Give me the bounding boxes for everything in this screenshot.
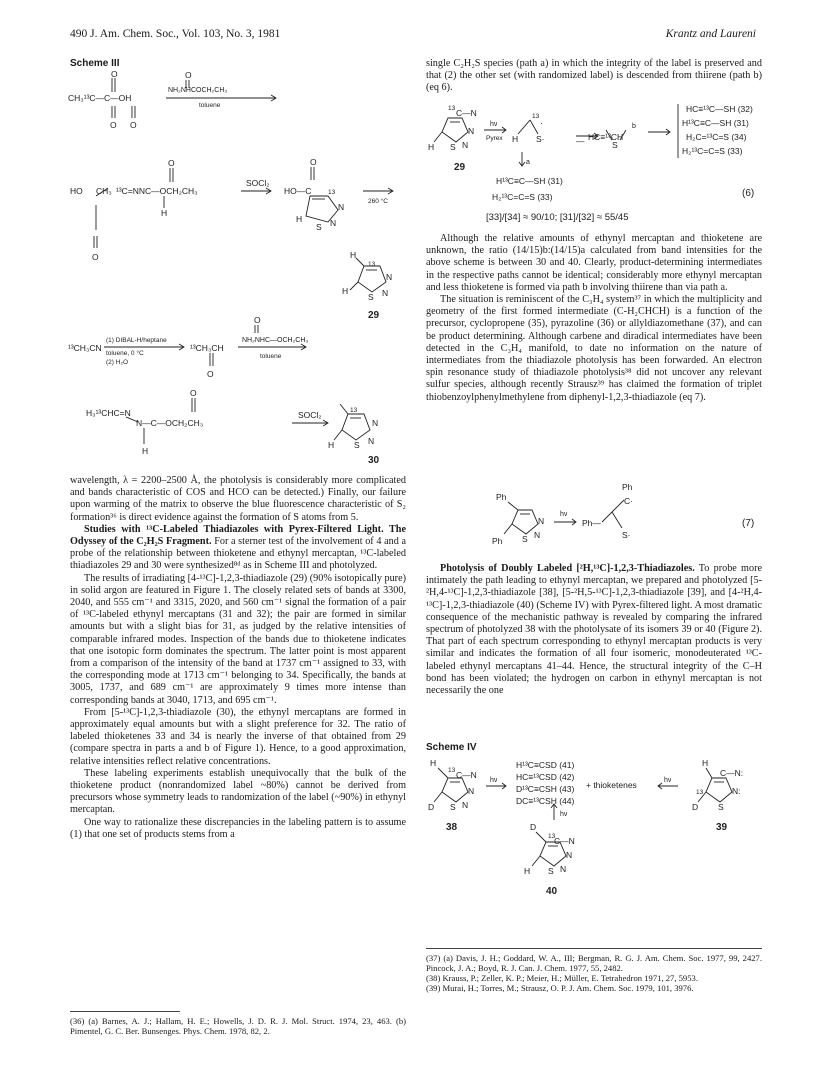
svg-text:C—N: C—N	[456, 108, 477, 118]
svg-text:S: S	[522, 534, 528, 544]
footnote-rule-right	[426, 948, 762, 949]
svg-text:13: 13	[696, 789, 704, 796]
eq6-hv: hν	[490, 121, 498, 128]
svg-text:13: 13	[448, 767, 456, 774]
svg-text:H: H	[430, 758, 437, 768]
eq6-product-31: H¹³C≡C—SH (31)	[682, 118, 749, 128]
scheme-iii-start2: ¹³CH₃CN	[68, 343, 102, 353]
svg-text:·: ·	[540, 118, 543, 128]
eq6-product-32: HC≡¹³C—SH (32)	[686, 104, 753, 114]
svg-text:C—N: C—N	[456, 770, 477, 780]
svg-text:H: H	[328, 440, 335, 450]
right-para-1: single C₂H₂S species (path a) in which the integrity of the label is preserved and that (2) the other set (with randomized label) is descended from thiirene (path b) (eq 6).	[426, 58, 762, 94]
scheme-iii-reagent2: NH₂NHC—OCH₂CH₃	[242, 337, 309, 344]
footnote-37: (37) (a) Davis, J. H.; Goddard, W. A., III; Bergman, R. G. J. Am. Chem. Soc. 1977, 99, 2427. Pincock, J. A.; Boyd, R. J. Can. J. Chem. 1977, 55, 2482.	[426, 953, 762, 973]
svg-text:C—N:: C—N:	[720, 768, 744, 778]
svg-text:O: O	[111, 70, 118, 79]
eq6-ratio: [33]/[34] ≈ 90/10; [31]/[32] ≈ 55/45	[486, 212, 629, 223]
eq7-number: (7)	[742, 518, 755, 529]
footnote-rule-left	[70, 1011, 180, 1012]
right-column-text-b	[426, 563, 762, 697]
scheme-iii-solvent1: toluene	[199, 102, 221, 109]
svg-text:S: S	[450, 142, 456, 152]
eq6-bottom-31: H¹³C≡C—SH (31)	[496, 176, 563, 186]
equation-6	[426, 96, 762, 228]
svg-text:H: H	[428, 142, 435, 152]
svg-text:S·: S·	[622, 530, 631, 540]
scheme-iii-hydrazone2: N—C—OCH₂CH₃	[136, 418, 204, 428]
eq6-label-29: 29	[454, 162, 466, 173]
svg-text:H: H	[161, 208, 168, 218]
svg-text:Ph: Ph	[622, 482, 633, 492]
scheme-iv-title: Scheme IV	[426, 742, 477, 753]
scheme-iii-hydrazone: H₃¹³CHC=N	[86, 408, 131, 418]
scheme-iii-temp: 260 °C	[368, 198, 388, 205]
scheme-iv-product-44: DC≡¹³CSH (44)	[516, 796, 575, 806]
scheme-iii-label-30: 30	[368, 455, 380, 465]
svg-text:O: O	[185, 70, 192, 80]
scheme-iv-thioketenes: + thioketenes	[586, 780, 637, 790]
footnote-36: (36) (a) Barnes, A. J.; Hallam, H. E.; Howells, J. D. R. J. Mol. Struct. 1974, 23, 463. (b) Pimentel, G. C. Ber. Bunsenges. Phys. Chem. 1978, 82, 2.	[70, 1016, 406, 1036]
svg-text:13: 13	[548, 833, 556, 840]
svg-text:O: O	[310, 157, 317, 167]
svg-text:O: O	[130, 120, 137, 130]
eq7-hv: hν	[560, 511, 568, 518]
svg-text:13: 13	[368, 261, 376, 268]
svg-text:HO: HO	[70, 186, 83, 196]
scheme-iv-label-38: 38	[446, 822, 458, 833]
svg-text:S·: S·	[536, 134, 545, 144]
svg-text:N: N	[330, 218, 337, 228]
svg-text:13: 13	[448, 105, 456, 112]
scheme-iii-solvent2: toluene	[260, 353, 282, 360]
left-para-6: One way to rationalize these discrepancies in the labeling pattern is to assume (1) that one set of products stems from a	[70, 816, 406, 840]
scheme-iv-drawing	[426, 756, 762, 896]
svg-text:HO—C: HO—C	[284, 186, 312, 196]
scheme-iii-intermediate: ¹³CH₃CH	[190, 343, 224, 353]
left-para-1: wavelength, λ = 2200–2500 Å, the photolysis is considerably more complicated and bands characteristic of COS and HCO can be detected.) Finally, our failure upon warming of the matrix to observe the blue fluorescence characteristic of S₂ formation³⁶ is direct evidence against the formation of S atoms from 5.	[70, 475, 406, 523]
left-para-5: These labeling experiments establish unequivocally that the bulk of the thioketene product (nonrandomized label ~80%) cannot be derived from precursors whose symmetry leads to randomization of the label (~90%) in ethynyl mercaptan.	[70, 767, 406, 816]
scheme-iv-product-43: D¹³C≡CSH (43)	[516, 784, 575, 794]
svg-text:13: 13	[532, 113, 540, 120]
svg-text:Ph: Ph	[496, 492, 507, 502]
left-column-text	[70, 475, 406, 841]
svg-text:N: N	[386, 272, 393, 282]
svg-text:S: S	[450, 802, 456, 812]
svg-text:N: N	[538, 516, 545, 526]
svg-text:S: S	[316, 222, 322, 232]
footnote-39: (39) Murai, H.; Torres, M.; Strausz, O. P. J. Am. Chem. Soc. 1979, 101, 3976.	[426, 983, 694, 993]
equation-7	[426, 478, 762, 558]
svg-text:N: N	[368, 436, 375, 446]
svg-text:N: N	[468, 786, 475, 796]
svg-text:Ph: Ph	[492, 536, 503, 546]
svg-text:S: S	[548, 866, 554, 876]
svg-text:C—N: C—N	[554, 836, 575, 846]
right-para-4: To probe more intimately the path leading to ethynyl mercaptan, we prepared and photolyzed [5-²H,4-¹³C]-1,2,3-thiadiazole [38], [5-²H,5-¹³C]-1,2,3-thiadiazole [39], and [4-²H,4-¹³C]-1,2,3-thiadiazole (40) (Scheme IV) with Pyrex-filtered light. A most dramatic consequence of the mechanistic pathway is revealed by comparing the infrared spectrum of photolyzed 38 with the photolysate of its isomers 39 or 40 (Figure 2). That part of each spectrum corresponding to ethynyl mercaptan products is very similar and indicates the formation of all four isomeric, monodeuterated ¹³C-labeled ethynyl mercaptans 41–44. Hence, the structural integrity of the C–H bond has been violated; the hydrogen on carbon in ethynyl mercaptan is not necessarily the one	[426, 563, 762, 697]
scheme-iii-drawing	[66, 70, 406, 465]
scheme-iv-label-39: 39	[716, 822, 728, 833]
right-footnotes	[426, 953, 762, 993]
svg-text:13: 13	[350, 407, 358, 414]
left-para-4: From [5-¹³C]-1,2,3-thiadiazole (30), the ethynyl mercaptans are formed in approximately equal amounts but with a slight preference for 32. The ratio of labeled thioketenes 33 and 34 is nearly the inverse of that obtained from 29 (compare spectra in parts a and b of Figure 1). Hence, to a good approximation, relative intensities reflect relative concentrations.	[70, 706, 406, 767]
scheme-iv-hv-a: hν	[490, 777, 498, 784]
scheme-iii-title: Scheme III	[70, 58, 120, 69]
svg-text:O: O	[168, 158, 175, 168]
eq6-number: (6)	[742, 188, 755, 199]
footnote-38: (38) Krauss, P.; Zeller, K. P.; Meier, H.; Müller, E. Tetrahedron 1971, 27, 5953.	[426, 973, 698, 983]
eq6-mid: HC≡¹³CH	[588, 132, 624, 142]
svg-text:O: O	[207, 369, 214, 379]
svg-text:D: D	[692, 802, 699, 812]
svg-text:13: 13	[328, 189, 336, 196]
svg-text:N: N	[338, 202, 345, 212]
svg-text:H: H	[342, 286, 349, 296]
svg-text:¹³C=NNC—OCH₂CH₃: ¹³C=NNC—OCH₂CH₃	[116, 186, 198, 196]
left-para-2: For a sterner test of the involvement of 4 and a probe of the relationship between thioketene and ethynyl mercaptan, ¹³C-labeled thiadiazoles 29 and 30 were synthesized⁸ᵈ as in Scheme III and photolyzed.	[70, 536, 406, 572]
running-header-left: 490 J. Am. Chem. Soc., Vol. 103, No. 3, 1981	[70, 28, 281, 40]
svg-text:C·: C·	[624, 496, 633, 506]
left-para-3: The results of irradiating [4-¹³C]-1,2,3-thiadiazole (29) (90% isotopically pure) in solid argon are featured in Figure 1. The closely related sets of bands at 3300, 2040, and 555 cm⁻¹ and 3315, 2020, and 560 cm⁻¹ signal the formation of a pair of ¹³C-labeled ethynyl mercaptans (31 and 32); the pair are formed in similar amounts but with a slight bias for 31, as judged by the relative intensities of comparable infrared modes. Inspection of the bands due to thioketene indicates that one isotopic form dominates the spectrum. The latter point is most apparent from a comparison of the intensity of the band at 1737 cm⁻¹ assigned to 33, with the corresponding mode at 1713 cm⁻¹ belonging to 34. Specifically, the bands at 3005, 1737, and 689 cm⁻¹ are approximately 9 times more intense than corresponding bands at 3040, 1713, and 695 cm⁻¹.	[70, 572, 406, 706]
eq6-pyrex: Pyrex	[486, 135, 503, 142]
svg-text:hν: hν	[664, 777, 672, 784]
svg-text:N: N	[372, 418, 379, 428]
svg-text:H: H	[296, 214, 303, 224]
svg-text:H: H	[142, 446, 149, 456]
eq6-path-b: b	[632, 123, 636, 130]
svg-text:O: O	[92, 252, 99, 262]
right-para-3: The situation is reminiscent of the C₃H₄ system³⁷ in which the multiplicity and geometry of the first formed intermediate (C-H₂CHCH) is a function of the precursor, cyclopropene (35), pyrazoline (36) or allyldiazomethane (37), and can be product determining. Although carbene and diradical intermediates have been detected in the C₃H₄ manifold, to date no information on the nature of intermediates from the thiadiazole photolysis has been forwarded. An electron spin resonance study of thiadiazole photolysis³⁸ did not uncover any relevant sulfur species, although recently Strausz³⁹ has claimed the formation of triplet thiobenzoylphenylmethylene from diphenyl-1,2,3-thiadiazole (eq 7).	[426, 294, 762, 403]
scheme-iv-product-42: HC≡¹³CSD (42)	[516, 772, 575, 782]
svg-text:O: O	[254, 315, 261, 325]
svg-text:H: H	[524, 866, 531, 876]
svg-text:S: S	[354, 440, 360, 450]
svg-text:Ph—: Ph—	[582, 518, 601, 528]
svg-text:D: D	[428, 802, 435, 812]
svg-text:H: H	[512, 134, 519, 144]
eq6-product-33: H₂¹³C=C=S (33)	[682, 146, 743, 156]
svg-text:D: D	[530, 822, 537, 832]
scheme-iii-label-29: 29	[368, 310, 380, 321]
eq6-bottom-33: H₂¹³C=C=S (33)	[492, 192, 553, 202]
svg-text:CH₃: CH₃	[96, 186, 112, 196]
svg-text:hν: hν	[560, 811, 568, 818]
left-para-2-heading: Studies with ¹³C-Labeled Thiadiazoles with Pyrex-Filtered Light. The Odyssey of the C₂H₂S Fragment.	[70, 523, 406, 548]
svg-text:N: N	[468, 126, 475, 136]
scheme-iv-label-40: 40	[546, 886, 558, 896]
scheme-iii-step-a: (1) DIBAL-H/heptane	[106, 337, 167, 344]
scheme-iii-step-c: (2) H₂O	[106, 359, 129, 366]
svg-text:N:: N:	[732, 786, 741, 796]
svg-text:N: N	[462, 800, 469, 810]
scheme-iii-start1: CH₃¹³C—C—OH	[68, 93, 132, 103]
right-column-text-a	[426, 233, 762, 404]
svg-text:S: S	[718, 802, 724, 812]
svg-text:N: N	[382, 288, 389, 298]
svg-text:N: N	[462, 140, 469, 150]
svg-text:H: H	[350, 250, 357, 260]
eq6-path-a: a	[526, 159, 530, 166]
svg-text:N: N	[534, 530, 541, 540]
scheme-iii-socl2: SOCl₂	[246, 178, 270, 188]
svg-text:O: O	[110, 120, 117, 130]
running-header-right: Krantz and Laureni	[665, 28, 756, 40]
scheme-iv-product-41: H¹³C≡CSD (41)	[516, 760, 575, 770]
scheme-iii-step-b: toluene, 0 °C	[106, 350, 144, 357]
eq6-product-34: H₂C=¹³C=S (34)	[686, 132, 747, 142]
svg-text:S: S	[368, 292, 374, 302]
right-para-4-heading: Photolysis of Doubly Labeled [²H,¹³C]-1,2,3-Thiadiazoles.	[440, 563, 695, 574]
scheme-iii-socl2-b: SOCl₂	[298, 410, 322, 420]
svg-text:N: N	[566, 850, 573, 860]
right-para-2: Although the relative amounts of ethynyl mercaptan and thioketene are unknown, the ratio (14/15)b:(14/15)a calculated from band intensities for the above scheme is between 30 and 40. Clearly, product-determining intermediates in the respective paths cannot be identical; considerably more ethynyl mercaptan and less thioketene is formed via path b involving thiirene than via path a.	[426, 233, 762, 293]
scheme-iii-reagent1: NH₂NHCOCH₂CH₃	[168, 87, 228, 94]
svg-text:H: H	[702, 758, 709, 768]
svg-text:S: S	[612, 140, 618, 150]
svg-text:—: —	[576, 136, 585, 146]
svg-text:O: O	[190, 388, 197, 398]
svg-text:N: N	[560, 864, 567, 874]
